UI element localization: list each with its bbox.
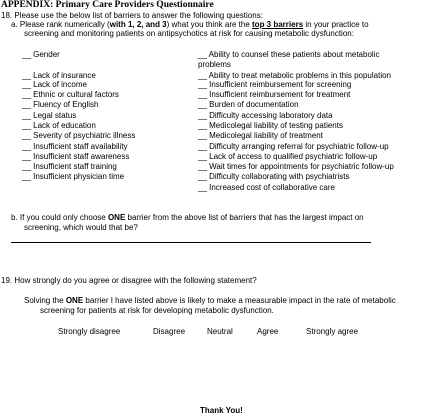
thank-you-text: Thank You! xyxy=(200,406,243,415)
scale-option-agree[interactable]: Agree xyxy=(257,327,279,336)
q18a-prefix: a. Please rank numerically ( xyxy=(11,20,110,29)
barrier-item: __ Wait times for appointments for psychiatric follow-up xyxy=(198,162,394,171)
barrier-item: __ Lack of access to qualified psychiatric follow-up xyxy=(198,152,378,161)
question-18b-line1 xyxy=(11,213,364,222)
barrier-item: __ Insufficient reimbursement for screening xyxy=(198,80,352,89)
barrier-item: __ Lack of education xyxy=(22,121,96,130)
barrier-item: __ Insufficient staff training xyxy=(22,162,117,171)
barrier-item: __ Difficulty accessing laboratory data xyxy=(198,111,333,120)
q18a-mid: ) what you think are the xyxy=(166,20,253,29)
scale-option-strongly-agree[interactable]: Strongly agree xyxy=(306,327,359,336)
scale-option-strongly-disagree[interactable]: Strongly disagree xyxy=(58,327,121,336)
q19-stmt-bold: ONE xyxy=(65,296,84,305)
q19-stmt-prefix: Solving the xyxy=(24,296,66,305)
answer-blank-line[interactable] xyxy=(11,242,371,243)
barrier-item: __ Ability to counsel these patients about metabolic xyxy=(198,50,380,59)
q18a-suffix: in your practice to xyxy=(303,20,369,29)
barrier-item: __ Insufficient physician time xyxy=(22,172,125,181)
barrier-item: __ Legal status xyxy=(22,111,77,120)
barrier-item: __ Insufficient staff availability xyxy=(22,142,128,151)
q18a-bold: with 1, 2, and 3 xyxy=(109,20,167,29)
barrier-item: __ Medicolegal liability of testing patients xyxy=(198,121,343,130)
barrier-item: __ Gender xyxy=(22,50,60,59)
barrier-item: __ Medicolegal liability of treatment xyxy=(198,131,323,140)
barrier-item: __ Insufficient reimbursement for treatment xyxy=(198,90,351,99)
q19-stmt-suffix: barrier I have listed above is likely to make a measurable impact in the rate of metabolic xyxy=(83,296,396,305)
barrier-item: __ Difficulty collaborating with psychiatrists xyxy=(198,172,350,181)
barrier-item: __ Lack of income xyxy=(22,80,87,89)
barrier-item: __ Ability to treat metabolic problems in this population xyxy=(198,71,391,80)
scale-option-disagree[interactable]: Disagree xyxy=(153,327,186,336)
barrier-item: __ Ethnic or cultural factors xyxy=(22,90,119,99)
barrier-item: __ Increased cost of collaborative care xyxy=(198,183,335,192)
barrier-item-continuation: problems xyxy=(198,60,231,69)
barrier-item: __ Insufficient staff awareness xyxy=(22,152,130,161)
scale-option-neutral[interactable]: Neutral xyxy=(207,327,233,336)
question-18a-line1 xyxy=(11,20,369,29)
page-title: APPENDIX: Primary Care Providers Questionnaire xyxy=(1,0,214,10)
barrier-item: __ Lack of insurance xyxy=(22,71,96,80)
question-18a-line2: screening and monitoring patients on antipsychotics at risk for causing metabolic dysfunction: xyxy=(24,29,354,38)
q18b-bold: ONE xyxy=(107,213,126,222)
question-18b-line2: screening, which would that be? xyxy=(24,223,138,232)
question-18-text: 18. Please use the below list of barriers to answer the following questions: xyxy=(1,11,263,20)
barrier-item: __ Fluency of English xyxy=(22,100,99,109)
barrier-item: __ Difficulty arranging referral for psychiatric follow-up xyxy=(198,142,389,151)
barrier-item: __ Burden of documentation xyxy=(198,100,299,109)
q18b-suffix: barrier from the above list of barriers that has the largest impact on xyxy=(125,213,364,222)
barrier-item: __ Severity of psychiatric illness xyxy=(22,131,136,140)
question-19-statement-line2: screening for patients at risk for developing metabolic dysfunction. xyxy=(40,306,274,315)
question-19-text: 19. How strongly do you agree or disagree with the following statement? xyxy=(1,276,257,285)
q18b-prefix: b. If you could only choose xyxy=(11,213,108,222)
q18a-underline: top 3 barriers xyxy=(252,20,304,29)
question-19-statement-line1 xyxy=(24,296,396,305)
